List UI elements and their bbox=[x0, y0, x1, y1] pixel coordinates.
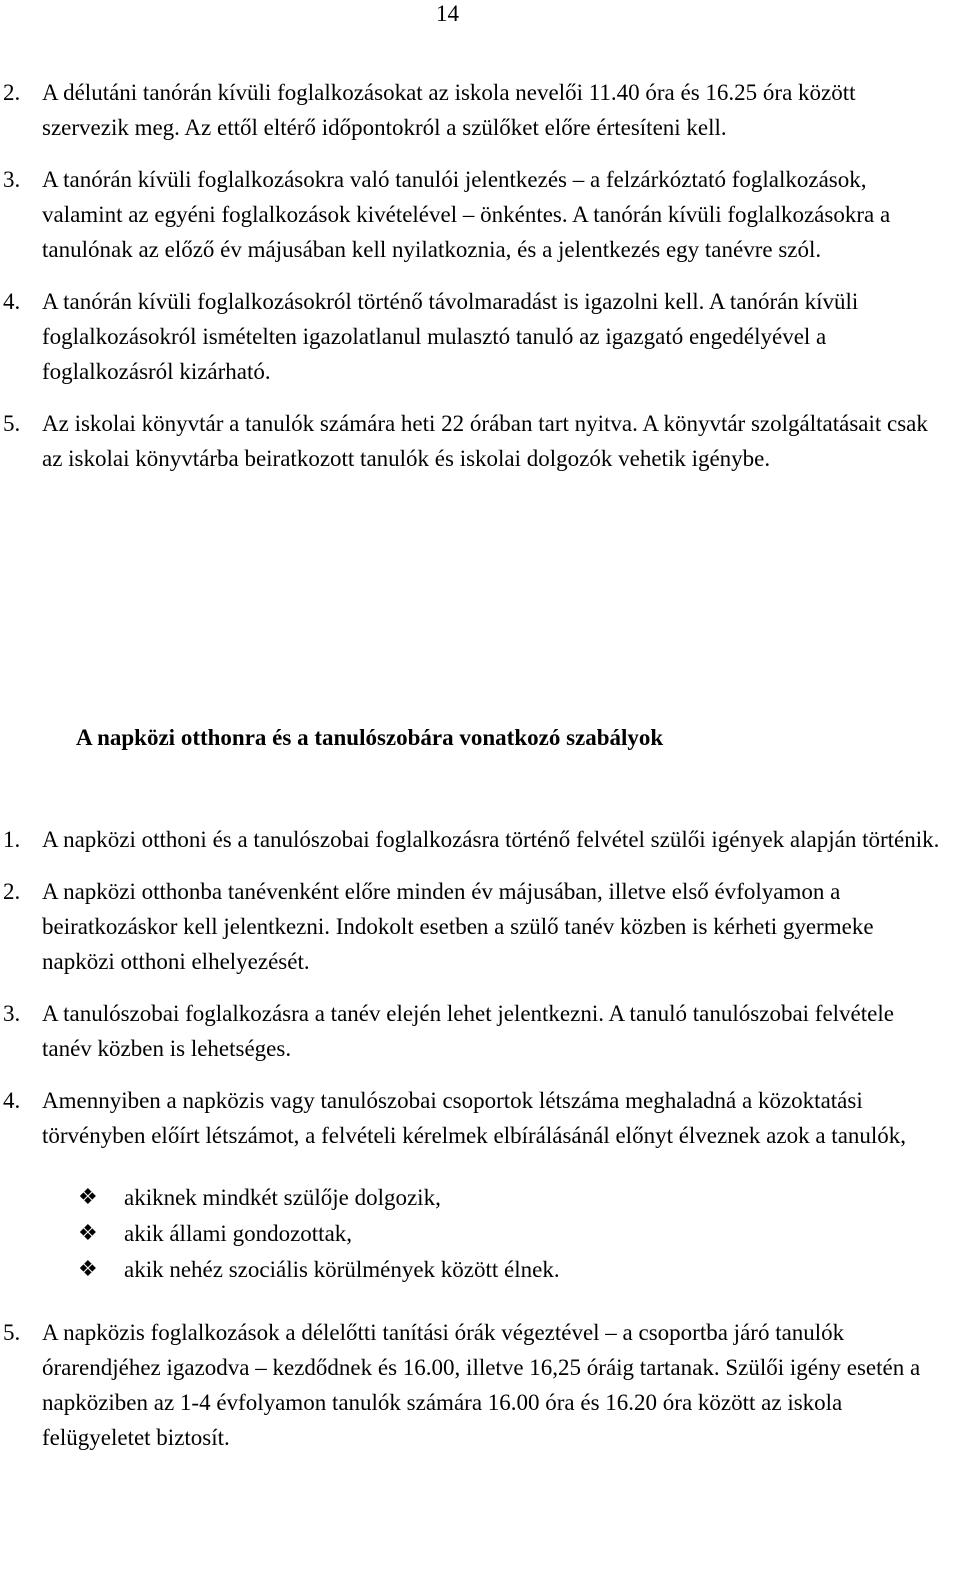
list-item bbox=[0, 996, 960, 1066]
list-item bbox=[0, 1315, 960, 1455]
item-text: A napközi otthonba tanévenként előre minden év májusában, illetve első évfolyamon a beiratkozáskor kell jelentkezni. Indokolt esetben a szülő tanév közben is kérheti gyermeke napközi otthoni elhelyezését. bbox=[42, 879, 874, 974]
bullet-item bbox=[78, 1216, 960, 1252]
section-heading: A napközi otthonra és a tanulószobára vonatkozó szabályok bbox=[76, 725, 664, 750]
item-number: 5. bbox=[3, 1320, 21, 1345]
item-number: 2. bbox=[3, 879, 21, 904]
item-text: A tanulószobai foglalkozásra a tanév elején lehet jelentkezni. A tanuló tanulószobai felvétele tanév közben is lehetséges. bbox=[42, 1001, 894, 1061]
diamond-bullet-icon: ❖ bbox=[78, 1185, 98, 1210]
list-item bbox=[0, 1083, 960, 1153]
item-text: Amennyiben a napközis vagy tanulószobai csoportok létszáma meghaladná a közoktatási törvényben előírt létszámot, a felvételi kérelmek elbírálásánál előnyt élveznek azok a tanulók, bbox=[42, 1088, 907, 1148]
diamond-bullet-icon: ❖ bbox=[78, 1257, 98, 1282]
list-item bbox=[0, 75, 960, 145]
list-item bbox=[0, 874, 960, 979]
bullet-list bbox=[0, 1180, 960, 1288]
bullet-item bbox=[78, 1180, 960, 1216]
item-text: A napközi otthoni és a tanulószobai foglalkozásra történő felvétel szülői igények alapján történik. bbox=[42, 827, 940, 852]
bullet-text: akik állami gondozottak, bbox=[124, 1221, 353, 1246]
item-number: 4. bbox=[3, 289, 21, 314]
list-item bbox=[0, 822, 960, 857]
list-item bbox=[0, 284, 960, 389]
item-number: 3. bbox=[3, 167, 21, 192]
item-number: 4. bbox=[3, 1088, 21, 1113]
bullet-text: akik nehéz szociális körülmények között élnek. bbox=[124, 1257, 560, 1282]
item-number: 3. bbox=[3, 1001, 21, 1026]
rules-list-daycare bbox=[0, 822, 960, 1455]
item-text: Az iskolai könyvtár a tanulók számára heti 22 órában tart nyitva. A könyvtár szolgáltatásait csak az iskolai könyvtárba beiratkozott tanulók és iskolai dolgozók vehetik igénybe. bbox=[42, 411, 928, 471]
item-number: 2. bbox=[3, 80, 21, 105]
item-number: 5. bbox=[3, 411, 21, 436]
item-text: A napközis foglalkozások a délelőtti tanítási órák végeztével – a csoportba járó tanulók órarendjéhez igazodva – kezdődnek és 16.00, illetve 16,25 óráig tartanak. Szülői igény esetén a napköziben az 1-4 évfolyamon tanulók számára 16.00 óra és 16.20 óra között az iskola felügyeletet biztosít. bbox=[42, 1320, 921, 1450]
diamond-bullet-icon: ❖ bbox=[78, 1221, 98, 1246]
item-text: A tanórán kívüli foglalkozásokra való tanulói jelentkezés – a felzárkóztató foglalkozások, valamint az egyéni foglalkozások kivételével – önkéntes. A tanórán kívüli foglalkozásokra a tanulónak az előző év májusában kell nyilatkoznia, és a jelentkezés egy tanévre szól. bbox=[42, 167, 891, 262]
bullet-item bbox=[78, 1252, 960, 1288]
list-item bbox=[0, 406, 960, 476]
bullet-text: akiknek mindkét szülője dolgozik, bbox=[124, 1185, 441, 1210]
rules-list-extracurricular bbox=[0, 75, 960, 476]
item-text: A délutáni tanórán kívüli foglalkozásokat az iskola nevelői 11.40 óra és 16.25 óra között szervezik meg. Az ettől eltérő időpontokról a szülőket előre értesíteni kell. bbox=[42, 80, 856, 140]
item-number: 1. bbox=[3, 827, 21, 852]
page-number: 14 bbox=[436, 1, 459, 26]
item-text: A tanórán kívüli foglalkozásokról történő távolmaradást is igazolni kell. A tanórán kívüli foglalkozásokról ismételten igazolatlanul mulasztó tanuló az igazgató engedélyével a foglalkozásról kizárható. bbox=[42, 289, 859, 384]
list-item bbox=[0, 162, 960, 267]
